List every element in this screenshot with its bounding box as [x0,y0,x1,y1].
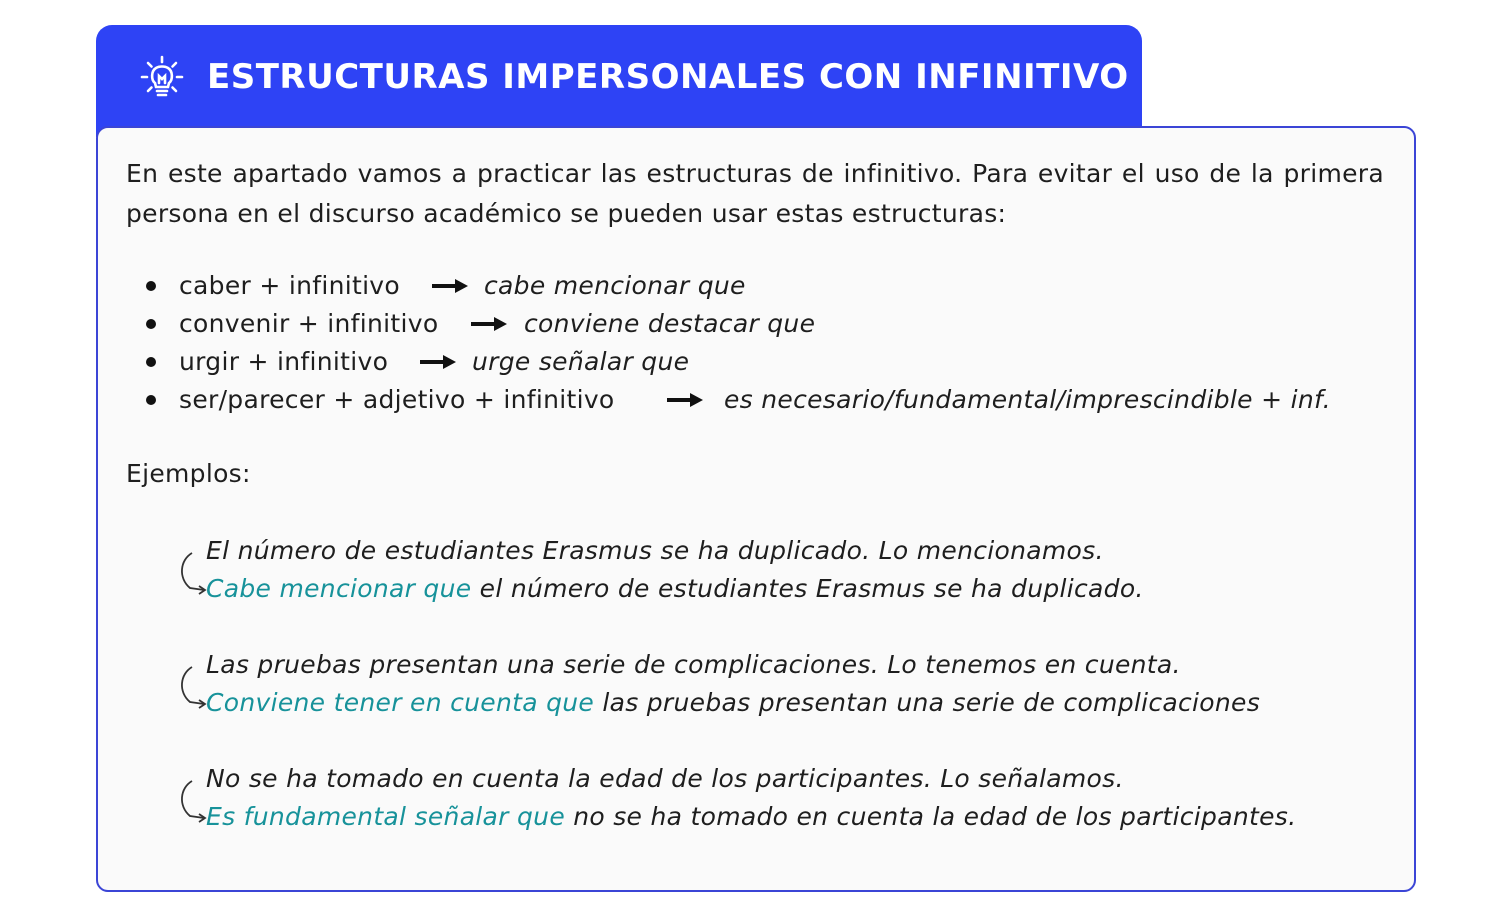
example-rewrite [206,570,1144,608]
example-original: El número de estudiantes Erasmus se ha duplicado. Lo mencionamos. [206,536,1104,565]
structure-example: urge señalar que [472,347,690,376]
structure-example: conviene destacar que [524,309,816,338]
lightbulb-icon [140,55,184,101]
structure-rule: ser/parecer + adjetivo + infinitivo [179,385,615,414]
curved-arrow-icon [178,550,208,602]
example-highlight: Es fundamental señalar que [206,802,565,831]
curved-arrow-icon [178,778,208,830]
bullet-dot [146,395,156,405]
example-block [178,646,1378,726]
example-highlight: Conviene tener en cuenta que [206,688,595,717]
example-block [178,760,1378,840]
arrow-right-icon [419,354,457,370]
example-rewrite [206,684,1260,722]
examples-heading: Ejemplos: [126,459,251,488]
example-rest: el número de estudiantes Erasmus se ha duplicado. [471,574,1144,603]
example-rest: no se ha tomado en cuenta la edad de los participantes. [565,802,1297,831]
arrow-right-icon [431,278,469,294]
curved-arrow-icon [178,664,208,716]
content-card [96,126,1416,892]
example-rewrite [206,798,1296,836]
example-highlight: Cabe mencionar que [206,574,472,603]
example-original: Las pruebas presentan una serie de complicaciones. Lo tenemos en cuenta. [206,650,1181,679]
section-title: ESTRUCTURAS IMPERSONALES CON INFINITIVO [207,57,1129,97]
structure-rule: urgir + infinitivo [179,347,389,376]
section-header [96,25,1142,137]
bullet-dot [146,319,156,329]
arrow-right-icon [470,316,508,332]
structure-example: es necesario/fundamental/imprescindible + inf. [724,385,1331,414]
structure-rule: caber + infinitivo [179,271,401,300]
example-block [178,532,1378,612]
intro-paragraph: En este apartado vamos a practicar las estructuras de infinitivo. Para evitar el uso de la primera persona en el discurso académico se pueden usar estas estructuras: [126,159,1384,228]
bullet-dot [146,357,156,367]
example-original: No se ha tomado en cuenta la edad de los participantes. Lo señalamos. [206,764,1124,793]
structure-rule: convenir + infinitivo [179,309,439,338]
structure-example: cabe mencionar que [484,271,746,300]
arrow-right-icon [666,392,704,408]
bullet-dot [146,281,156,291]
example-rest: las pruebas presentan una serie de complicaciones [594,688,1261,717]
